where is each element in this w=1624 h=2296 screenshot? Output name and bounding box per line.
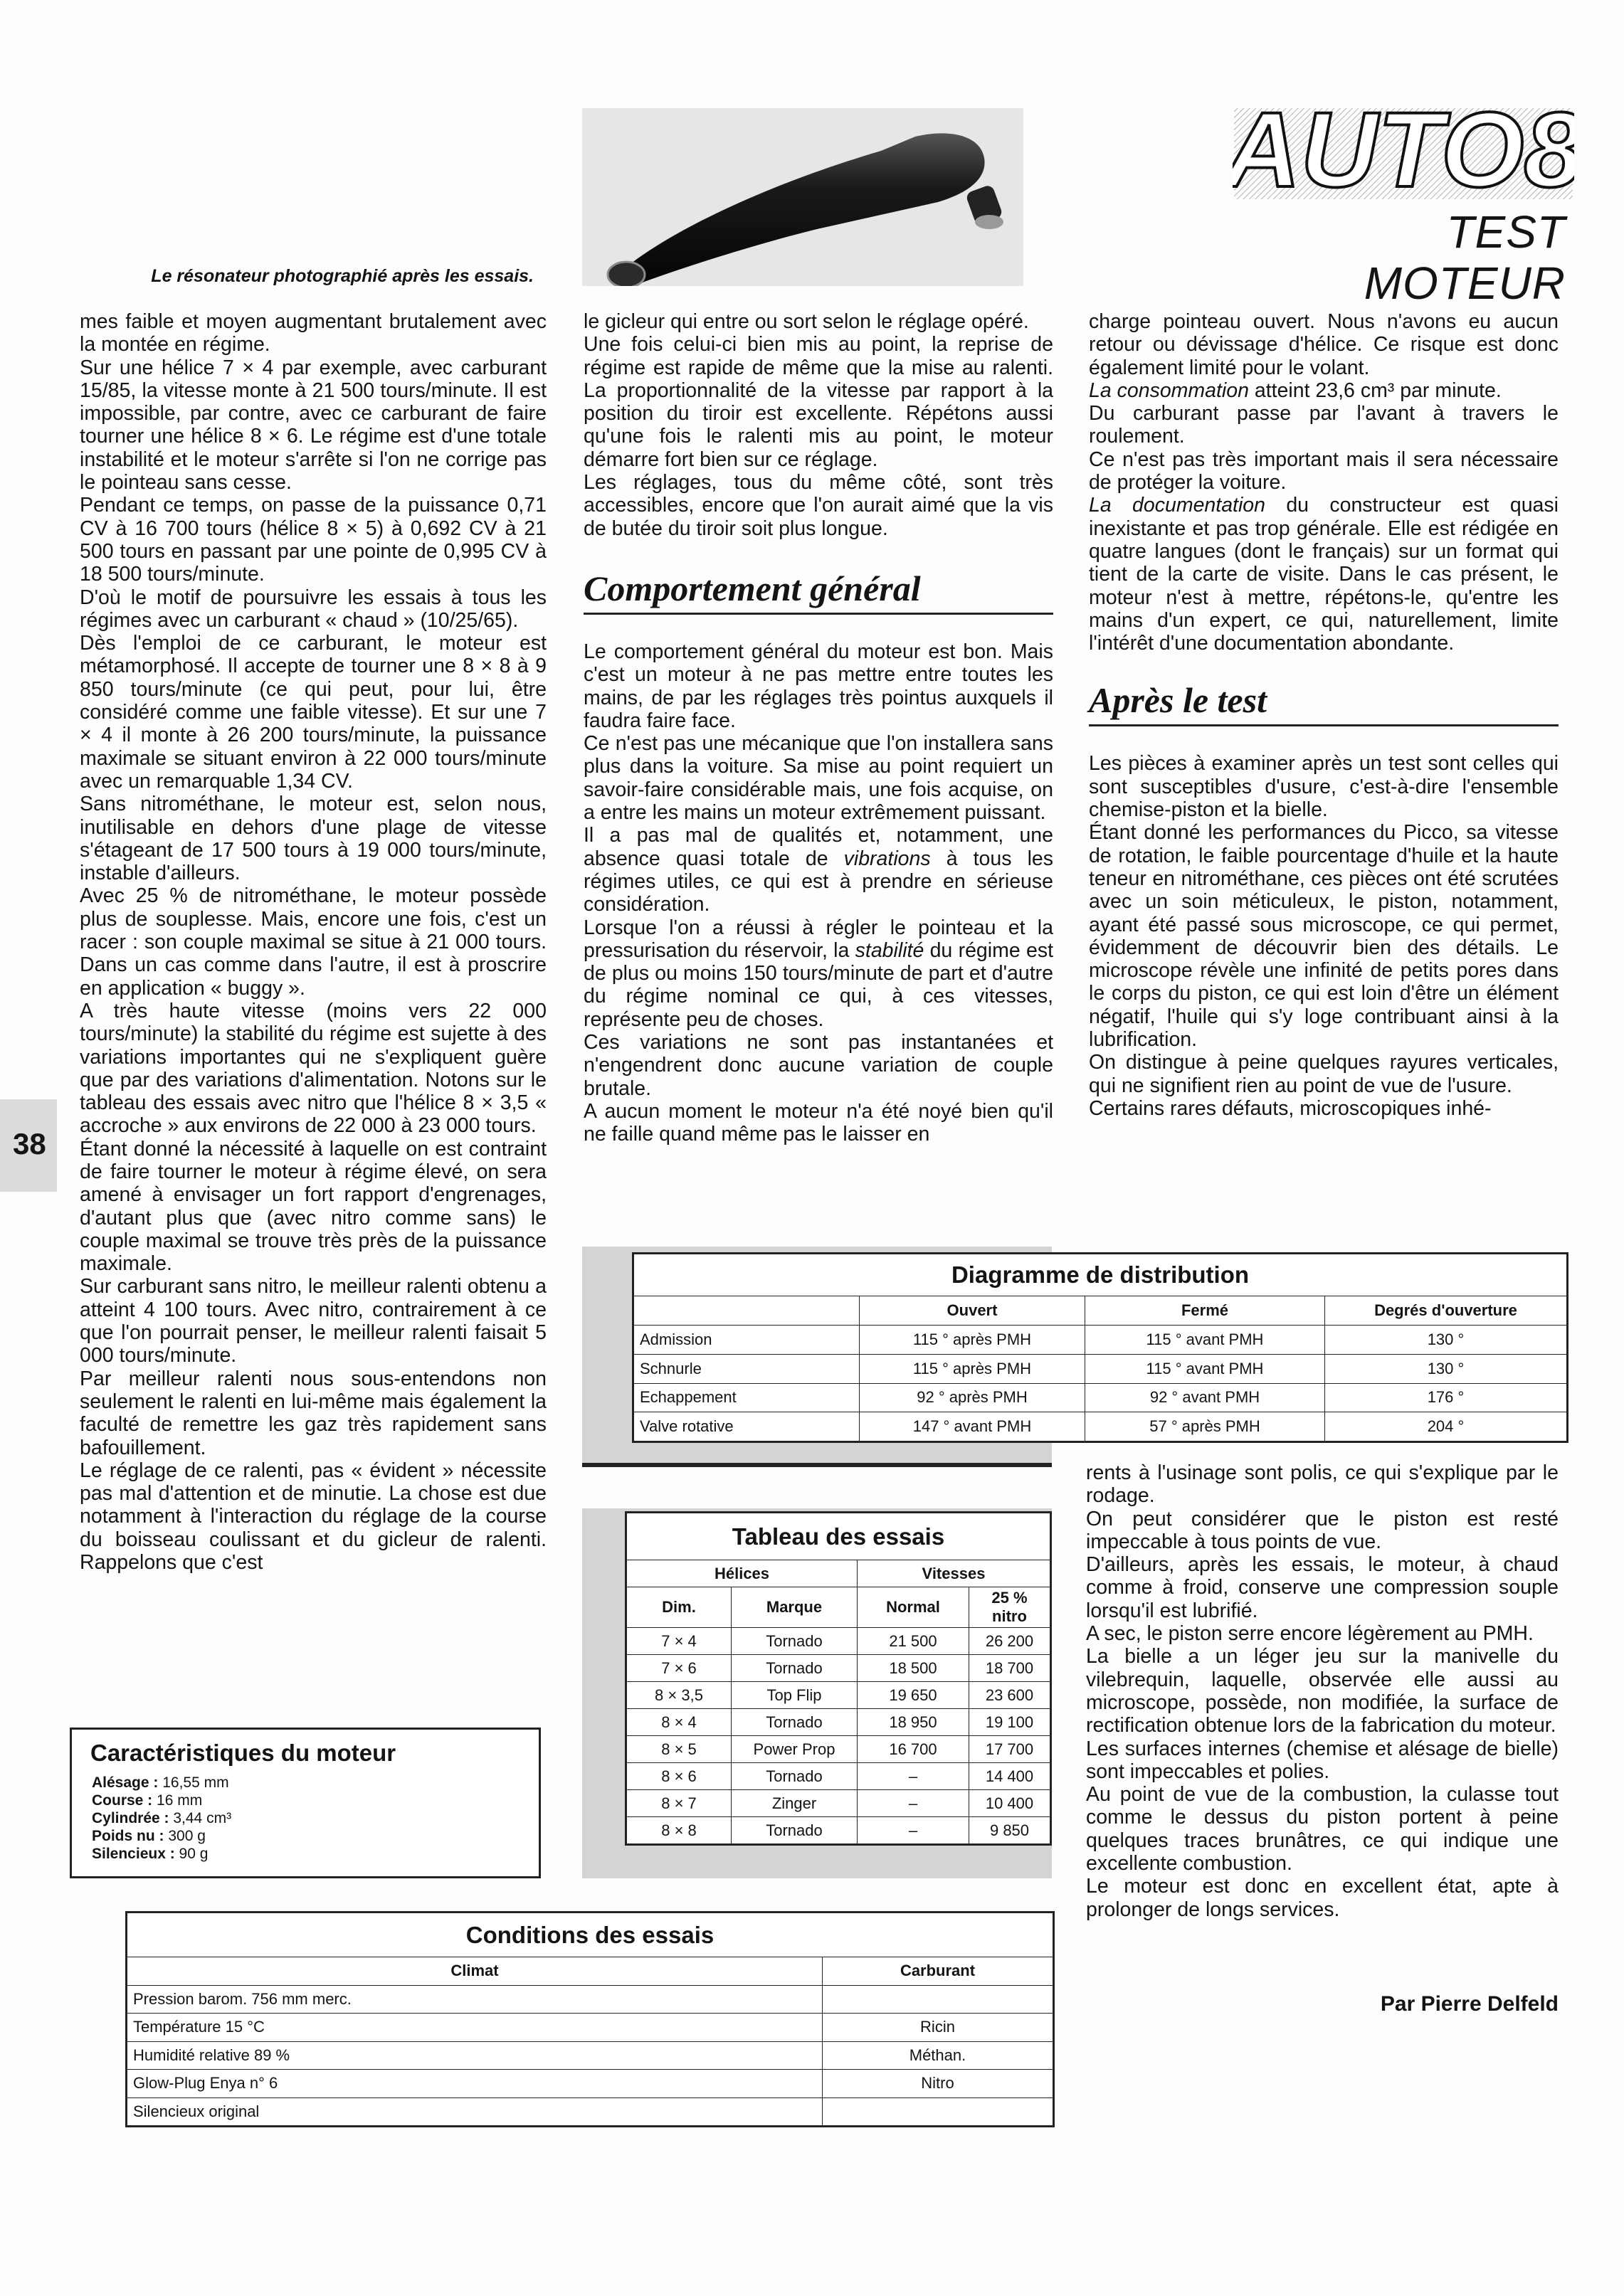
paragraph: Les surfaces internes (chemise et alésage de bielle) sont impeccables et polies. bbox=[1086, 1737, 1559, 1783]
table-cell: Silencieux original bbox=[127, 2097, 823, 2125]
table-row bbox=[634, 1383, 1566, 1412]
paragraph: Dès l'emploi de ce carburant, le moteur est métamorphosé. Il accepte de tourner une 8 × 8 à 9 850 tours/minute (ce qui peut, pour lui, être considéré comme une faible vitesse). Et sur une 7 × 4 il monte à 26 200 tours/minute, la puissance maximale se situant environ à 22 000 tours/minute avec un remarquable 1,34 CV. bbox=[80, 632, 547, 793]
table-cell: 115 ° après PMH bbox=[860, 1326, 1085, 1355]
table-cell: Admission bbox=[634, 1326, 860, 1355]
emphasis: La documentation bbox=[1089, 494, 1265, 517]
paragraph: A sec, le piston serre encore légèrement au PMH. bbox=[1086, 1622, 1534, 1646]
table-cell: 92 ° avant PMH bbox=[1085, 1383, 1325, 1412]
table-cell bbox=[823, 1985, 1053, 2014]
spec-item bbox=[92, 1792, 231, 1809]
byline: Par Pierre Delfeld bbox=[1380, 1992, 1559, 2016]
column-header: Marque bbox=[732, 1587, 858, 1628]
table-cell: 8 × 7 bbox=[627, 1790, 732, 1817]
table-cell: – bbox=[858, 1817, 969, 1843]
column-3 bbox=[1089, 310, 1559, 1120]
table-row bbox=[634, 1326, 1566, 1355]
paragraph: A très haute vitesse (moins vers 22 000 tours/minute) la stabilité du régime est sujette à des variations importantes qui ne s'expliquent guère que par des variations d'alimentation. Notons sur le tableau des essais avec nitro que l'hélice 8 × 3,5 « accroche » aux environs de 22 000 à 23 000 tours. bbox=[80, 999, 547, 1138]
paragraph: Une fois celui-ci bien mis au point, la reprise de régime est rapide de même que la mise au ralenti. La proportionnalité de la vitesse par rapport à la position du tiroir est excellente. Répétons aussi qu'une fois le ralenti mis au point, le moteur démarre fort bien sur ce réglage. bbox=[584, 333, 1053, 471]
table-row bbox=[634, 1412, 1566, 1441]
diagramme-distribution-table bbox=[632, 1252, 1568, 1443]
table-cell: Top Flip bbox=[732, 1682, 858, 1709]
paragraph bbox=[1089, 379, 1559, 402]
table-cell: Schnurle bbox=[634, 1354, 860, 1383]
column-header bbox=[634, 1296, 860, 1326]
column-3-continued bbox=[1086, 1461, 1559, 1921]
paragraph: On distingue à peine quelques rayures verticales, qui ne signifient rien au point de vue de l'usure. bbox=[1089, 1051, 1559, 1097]
table-row bbox=[127, 1985, 1053, 2014]
text-run: atteint 23,6 cm³ par minute. bbox=[1248, 379, 1502, 402]
table-cell: 115 ° avant PMH bbox=[1085, 1354, 1325, 1383]
table-cell: 18 950 bbox=[858, 1709, 969, 1736]
table-cell: Zinger bbox=[732, 1790, 858, 1817]
table-cell: Nitro bbox=[823, 2070, 1053, 2098]
table-cell: Tornado bbox=[732, 1763, 858, 1790]
paragraph: mes faible et moyen augmentant brutalement avec la montée en régime. bbox=[80, 310, 547, 356]
table-cell: – bbox=[858, 1763, 969, 1790]
table-cell: 18 700 bbox=[969, 1655, 1050, 1682]
paragraph: Le réglage de ce ralenti, pas « évident » nécessite pas mal d'attention et de minutie. La chose est due notamment à l'interaction du réglage de la course du boisseau coulissant et du gicleur de ralenti. Rappelons que c'est bbox=[80, 1459, 547, 1575]
paragraph: On peut considérer que le piston est resté impeccable à tous points de vue. bbox=[1086, 1507, 1559, 1553]
table-row bbox=[627, 1628, 1050, 1655]
table-cell: Valve rotative bbox=[634, 1412, 860, 1441]
spec-value: 90 g bbox=[174, 1846, 209, 1862]
table-cell: 8 × 4 bbox=[627, 1709, 732, 1736]
column-2 bbox=[584, 310, 1053, 1146]
table-cell: 10 400 bbox=[969, 1790, 1050, 1817]
heading-comportement: Comportement général bbox=[584, 568, 1053, 615]
paragraph: D'ailleurs, après les essais, le moteur, à chaud comme à froid, conserve une compression souple lorsqu'il est lubrifié. bbox=[1086, 1553, 1559, 1622]
table-cell: 130 ° bbox=[1325, 1326, 1567, 1355]
spec-label: Silencieux : bbox=[92, 1846, 175, 1862]
paragraph: La bielle a un léger jeu sur la manivelle du vilebrequin, laquelle, observée elle aussi au microscope, possède, non modifiée, la surface de rectification obtenue lors de la fabrication du moteur. bbox=[1086, 1645, 1559, 1737]
paragraph: Sur une hélice 7 × 4 par exemple, avec carburant 15/85, la vitesse monte à 21 500 tours/minute. Il est impossible, par contre, avec ce carburant de faire tourner une hélice 8 × 6. Le régime est d'une totale instabilité et le moteur s'arrête si l'on ne corrige pas le pointeau sans cesse. bbox=[80, 356, 547, 494]
table-title: Tableau des essais bbox=[627, 1513, 1050, 1560]
paragraph: D'où le motif de poursuivre les essais à tous les régimes avec un carburant « chaud » (10/25/65). bbox=[80, 586, 547, 632]
table-cell: Tornado bbox=[732, 1709, 858, 1736]
table-cell: Humidité relative 89 % bbox=[127, 2041, 823, 2070]
table-row bbox=[627, 1682, 1050, 1709]
paragraph: charge pointeau ouvert. Nous n'avons eu aucun retour ou dévissage d'hélice. Ce risque est donc également limité pour le volant. bbox=[1089, 310, 1559, 379]
table-cell: 26 200 bbox=[969, 1628, 1050, 1655]
tableau-essais-table bbox=[625, 1511, 1052, 1846]
paragraph: Les pièces à examiner après un test sont celles qui sont susceptibles d'usure, c'est-à-dire l'ensemble chemise-piston et la bielle. bbox=[1089, 752, 1559, 822]
paragraph: le gicleur qui entre ou sort selon le réglage opéré. bbox=[584, 310, 1029, 333]
table-row bbox=[627, 1790, 1050, 1817]
paragraph: Ce n'est pas très important mais il sera nécessaire de protéger la voiture. bbox=[1089, 448, 1559, 494]
table-cell: 9 850 bbox=[969, 1817, 1050, 1843]
table-cell: Pression barom. 756 mm merc. bbox=[127, 1985, 823, 2014]
table-cell: 16 700 bbox=[858, 1736, 969, 1763]
paragraph: Du carburant passe par l'avant à travers le roulement. bbox=[1089, 402, 1559, 448]
text-run: à tous les régimes utiles, ce qui est à prendre en sérieuse considération. bbox=[584, 847, 1053, 916]
paragraph: Étant donné les performances du Picco, sa vitesse de rotation, le faible pourcentage d'huile et la haute teneur en nitrométhane, ces pièces ont été scrutées avec un soin méticuleux, le piston, notamment, ayant été passé sous microscope, ce qui permet, évidemment de découvrir bien des détails. Le microscope révèle une infinité de petits pores dans le corps du piston, ce qui est loin d'être un élément négatif, l'huile qui s'y loge contribuant ainsi à la lubrification. bbox=[1089, 821, 1559, 1052]
conditions-essais-table bbox=[125, 1911, 1055, 2127]
column-header: Climat bbox=[127, 1957, 823, 1986]
group-header: Vitesses bbox=[858, 1560, 1050, 1587]
spec-label: Alésage : bbox=[92, 1774, 159, 1791]
emphasis: vibrations bbox=[843, 847, 931, 870]
spec-item bbox=[92, 1845, 231, 1863]
heading-apres: Après le test bbox=[1089, 680, 1559, 726]
auto8-logo bbox=[1233, 107, 1574, 201]
paragraph: Le comportement général du moteur est bon. Mais c'est un moteur à ne pas mettre entre toutes les mains, de par les réglages très pointus auxquels il faudra faire face. bbox=[584, 640, 1053, 732]
table-cell: 18 500 bbox=[858, 1655, 969, 1682]
table-cell: 8 × 6 bbox=[627, 1763, 732, 1790]
table-cell: 8 × 8 bbox=[627, 1817, 732, 1843]
table-cell: 19 100 bbox=[969, 1709, 1050, 1736]
text-run: du constructeur est quasi inexistante et pas trop générale. Elle est rédigée en quatre langues (dont le français) sur un format qui tient de la carte de visite. Dans le cas présent, le moteur n'est à mettre, répétons-le, qu'entre les mains d'un expert, ce qui, naturellement, limite l'intérêt d'une documentation abondante. bbox=[1089, 494, 1559, 655]
table-cell: 19 650 bbox=[858, 1682, 969, 1709]
table-title: Diagramme de distribution bbox=[634, 1254, 1566, 1296]
column-header: Ouvert bbox=[860, 1296, 1085, 1326]
table-cell: 7 × 6 bbox=[627, 1655, 732, 1682]
paragraph: Au point de vue de la combustion, la culasse tout comme le dessus du piston portent à peine quelques traces brunâtres, ce qui indique une excellente combustion. bbox=[1086, 1783, 1559, 1876]
table-cell: – bbox=[858, 1790, 969, 1817]
table-cell: 57 ° après PMH bbox=[1085, 1412, 1325, 1441]
table-cell: Echappement bbox=[634, 1383, 860, 1412]
column-1 bbox=[80, 310, 547, 1574]
table-row bbox=[127, 2070, 1053, 2098]
table-row bbox=[127, 2097, 1053, 2125]
table-cell: 176 ° bbox=[1325, 1383, 1567, 1412]
paragraph: Avec 25 % de nitrométhane, le moteur possède plus de souplesse. Mais, encore une fois, c'est un racer : son couple maximal se situe à 21 000 tours. Dans un cas comme dans l'autre, il est à proscrire en application « buggy ». bbox=[80, 884, 547, 1000]
table-row bbox=[127, 2014, 1053, 2042]
text-run: Il a pas mal de qualités et, notamment, une absence quasi totale de bbox=[584, 824, 1053, 870]
table-cell: Méthan. bbox=[823, 2041, 1053, 2070]
caracteristiques-box bbox=[70, 1728, 541, 1878]
spec-list bbox=[92, 1774, 231, 1863]
table-cell: 7 × 4 bbox=[627, 1628, 732, 1655]
column-header: Degrés d'ouverture bbox=[1325, 1296, 1567, 1326]
paragraph: Le moteur est donc en excellent état, apte à prolonger de longs services. bbox=[1086, 1875, 1559, 1921]
spec-value: 3,44 cm³ bbox=[169, 1810, 232, 1826]
column-header: Normal bbox=[858, 1587, 969, 1628]
paragraph: Certains rares défauts, microscopiques inhé- bbox=[1089, 1096, 1492, 1120]
resonator-photo bbox=[582, 108, 1023, 286]
emphasis: La consommation bbox=[1089, 379, 1249, 402]
table-cell: 130 ° bbox=[1325, 1354, 1567, 1383]
paragraph: rents à l'usinage sont polis, ce qui s'explique par le rodage. bbox=[1086, 1461, 1559, 1508]
table-cell: Glow-Plug Enya n° 6 bbox=[127, 2070, 823, 2098]
table-cell: 21 500 bbox=[858, 1628, 969, 1655]
spec-item bbox=[92, 1809, 231, 1827]
table-cell: 147 ° avant PMH bbox=[860, 1412, 1085, 1441]
table-row bbox=[627, 1817, 1050, 1843]
box-title: Caractéristiques du moteur bbox=[90, 1740, 396, 1766]
table-row bbox=[627, 1736, 1050, 1763]
table-row bbox=[627, 1763, 1050, 1790]
table-row bbox=[127, 2041, 1053, 2070]
table-cell: Tornado bbox=[732, 1628, 858, 1655]
table-row bbox=[634, 1354, 1566, 1383]
spec-label: Cylindrée : bbox=[92, 1810, 169, 1826]
table-cell bbox=[823, 2097, 1053, 2125]
table-cell: 92 ° après PMH bbox=[860, 1383, 1085, 1412]
paragraph: Pendant ce temps, on passe de la puissance 0,71 CV à 16 700 tours (hélice 8 × 5) à 0,692 CV à 21 500 tours en passant par une pointe de 0,995 CV à 18 500 tours/minute. bbox=[80, 494, 547, 586]
photo-caption: Le résonateur photographié après les essais. bbox=[151, 266, 534, 286]
paragraph bbox=[1089, 494, 1559, 655]
table-cell: Power Prop bbox=[732, 1736, 858, 1763]
spec-value: 16 mm bbox=[152, 1792, 203, 1809]
table-cell: Température 15 °C bbox=[127, 2014, 823, 2042]
spec-label: Poids nu : bbox=[92, 1828, 164, 1844]
column-header: 25 % nitro bbox=[969, 1587, 1050, 1628]
table-cell: 115 ° avant PMH bbox=[1085, 1326, 1325, 1355]
spec-item bbox=[92, 1774, 231, 1792]
emphasis: stabilité bbox=[855, 938, 924, 962]
paragraph: A aucun moment le moteur n'a été noyé bien qu'il ne faille quand même pas le laisser en bbox=[584, 1099, 1053, 1146]
table-cell: 115 ° après PMH bbox=[860, 1354, 1085, 1383]
paragraph bbox=[584, 824, 1053, 916]
spec-value: 16,55 mm bbox=[158, 1774, 229, 1791]
table-row bbox=[627, 1709, 1050, 1736]
column-header: Carburant bbox=[823, 1957, 1053, 1986]
table-cell: Tornado bbox=[732, 1655, 858, 1682]
table-row bbox=[627, 1655, 1050, 1682]
table-cell: 23 600 bbox=[969, 1682, 1050, 1709]
table-cell: 14 400 bbox=[969, 1763, 1050, 1790]
diagram-rule bbox=[582, 1463, 1052, 1467]
column-header: Fermé bbox=[1085, 1296, 1325, 1326]
paragraph: Ce n'est pas une mécanique que l'on installera sans plus dans la voiture. Sa mise au point requiert un savoir-faire considérable mais, une fois acquise, on a entre les mains un moteur extrêmement puissant. bbox=[584, 732, 1053, 825]
spec-item bbox=[92, 1827, 231, 1845]
text-run: du régime est de plus ou moins 150 tours/minute de part et d'autre du régime nominal ce qui, à ces vitesses, représente peu de choses. bbox=[584, 938, 1053, 1031]
spec-value: 300 g bbox=[164, 1828, 206, 1844]
spec-label: Course : bbox=[92, 1792, 153, 1809]
paragraph: Ces variations ne sont pas instantanées et n'engendrent donc aucune variation de couple brutale. bbox=[584, 1031, 1053, 1100]
page-number: 38 bbox=[13, 1127, 46, 1160]
table-cell: Tornado bbox=[732, 1817, 858, 1843]
group-header: Hélices bbox=[627, 1560, 858, 1587]
table-cell: 8 × 3,5 bbox=[627, 1682, 732, 1709]
table-title: Conditions des essais bbox=[127, 1913, 1053, 1957]
table-cell: Ricin bbox=[823, 2014, 1053, 2042]
table-cell: 8 × 5 bbox=[627, 1736, 732, 1763]
column-header: Dim. bbox=[627, 1587, 732, 1628]
svg-text:AUTO8: AUTO8 bbox=[1233, 107, 1574, 201]
section-title: TEST MOTEUR bbox=[1364, 206, 1566, 309]
table-cell: 204 ° bbox=[1325, 1412, 1567, 1441]
paragraph: Sur carburant sans nitro, le meilleur ralenti obtenu a atteint 4 100 tours. Avec nitro, contrairement à ce que l'on pourrait penser, le meilleur ralenti faisait 5 000 tours/minute. bbox=[80, 1275, 547, 1367]
table-cell: 17 700 bbox=[969, 1736, 1050, 1763]
text-run: Lorsque l'on a réussi à régler le pointeau et la pressurisation du réservoir, la bbox=[584, 916, 1053, 962]
paragraph: Les réglages, tous du même côté, sont très accessibles, encore que l'on aurait aimé que la vis de butée du tiroir soit plus longue. bbox=[584, 471, 1053, 540]
paragraph: Sans nitrométhane, le moteur est, selon nous, inutilisable en dehors d'une plage de vitesse s'étageant de 17 500 tours à 19 000 tours/minute, instable d'ailleurs. bbox=[80, 793, 547, 885]
paragraph: Étant donné la nécessité à laquelle on est contraint de faire tourner le moteur à régime élevé, on sera amené à envisager un fort rapport d'engrenages, d'autant plus que (avec nitro comme sans) le couple maximal se trouve très près de la puissance maximale. bbox=[80, 1137, 547, 1276]
paragraph bbox=[584, 916, 1053, 1031]
paragraph: Par meilleur ralenti nous sous-entendons non seulement le ralenti en lui-même mais également la faculté de remettre les gaz très rapidement sans bafouillement. bbox=[80, 1367, 547, 1459]
